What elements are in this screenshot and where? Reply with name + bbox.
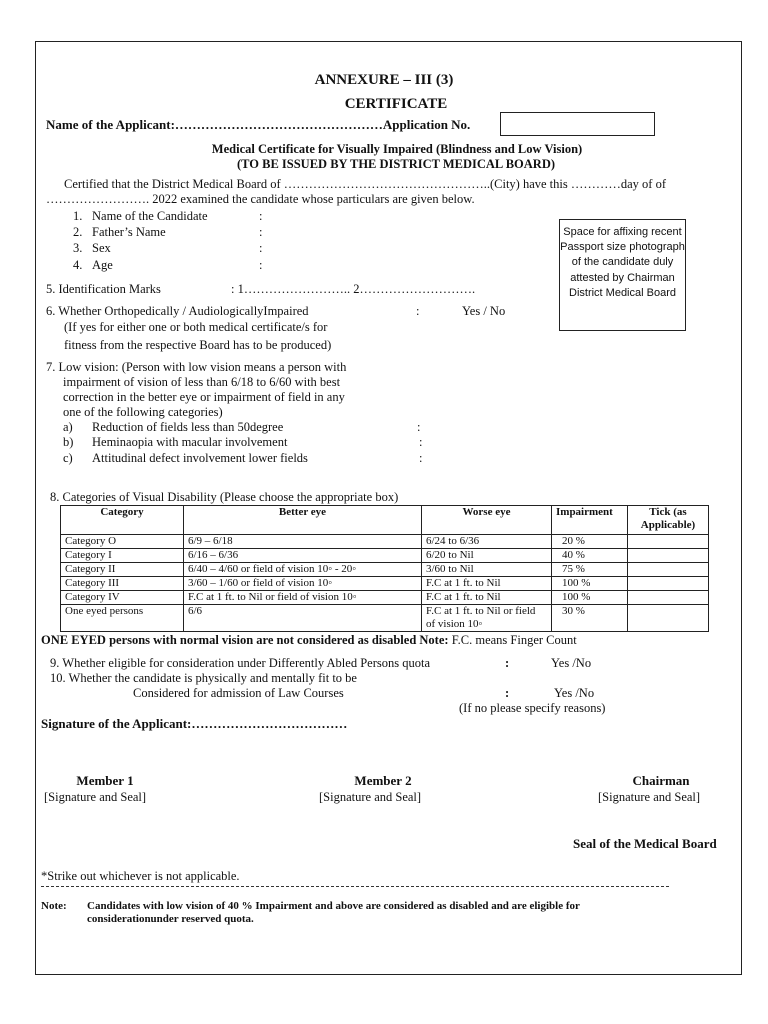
impairment-note-2: fitness from the respective Board has to be produced) <box>64 338 332 352</box>
particular-label: Age <box>92 258 113 272</box>
low-vision-line-2: impairment of vision of less than 6/18 to 6/60 with best <box>63 375 341 389</box>
applicant-name-line: Name of the Applicant:…………………………………………Application No. <box>46 117 471 132</box>
table-row <box>61 563 709 577</box>
table-header-row <box>61 506 709 535</box>
quota-colon: : <box>505 656 510 670</box>
table-row <box>61 577 709 591</box>
col-worse-eye: Worse eye <box>422 506 552 535</box>
impairment-note-1: (If yes for either one or both medical certificate/s for <box>64 320 328 334</box>
impairment-answer: Yes / No <box>462 304 506 318</box>
cell-impairment: 20 % <box>552 535 628 549</box>
low-vision-sub-key: c) <box>63 451 73 465</box>
cell-category: Category I <box>61 549 184 563</box>
quota-answer: Yes /No <box>551 656 592 670</box>
member-2-signature: [Signature and Seal] <box>319 790 422 804</box>
quota-question: 9. Whether eligible for consideration under Differently Abled Persons quota <box>50 656 430 670</box>
identification-marks-label: 5. Identification Marks <box>46 282 161 296</box>
footer-note-line-1: Candidates with low vision of 40 % Impairment and above are considered as disabled and are eligible for <box>87 900 580 912</box>
member-2-title: Member 2 <box>354 773 412 788</box>
low-vision-line-4: one of the following categories) <box>63 405 223 419</box>
cell-better-eye: 6/9 – 6/18 <box>184 535 422 549</box>
low-vision-sub-colon: : <box>419 435 423 449</box>
cell-tick[interactable] <box>628 549 709 563</box>
fitness-answer: Yes /No <box>554 686 595 700</box>
member-1-signature: [Signature and Seal] <box>44 790 147 804</box>
cell-category: One eyed persons <box>61 605 184 632</box>
cell-tick[interactable] <box>628 563 709 577</box>
footer-note-line-2: considerationunder reserved quota. <box>87 913 254 925</box>
identification-marks-value: : 1…………………….. 2………………………. <box>231 282 476 296</box>
annexure-title: ANNEXURE – III (3) <box>314 72 454 88</box>
one-eyed-note <box>41 633 577 648</box>
particular-colon: : <box>259 209 263 223</box>
particular-num: 4. <box>73 258 83 272</box>
form-issuer: (TO BE ISSUED BY THE DISTRICT MEDICAL BOARD) <box>236 157 556 171</box>
one-eyed-note-bold: ONE EYED persons with normal vision are not considered as disabled Note: <box>41 633 449 647</box>
low-vision-sub-text: Reduction of fields less than 50degree <box>92 420 284 434</box>
cell-impairment: 100 % <box>552 591 628 605</box>
fitness-question-1: 10. Whether the candidate is physically and mentally fit to be <box>50 671 357 685</box>
impairment-colon: : <box>416 304 420 318</box>
applicant-signature-line: Signature of the Applicant:……………………………… <box>41 716 348 731</box>
cell-worse-eye: 6/20 to Nil <box>422 549 552 563</box>
low-vision-sub-key: b) <box>63 435 74 449</box>
cell-category: Category O <box>61 535 184 549</box>
cell-worse-eye: F.C at 1 ft. to Nil <box>422 591 552 605</box>
cell-better-eye: F.C at 1 ft. to Nil or field of vision 10◦ <box>184 591 422 605</box>
cell-worse-eye: F.C at 1 ft. to Nil or field of vision 10◦ <box>422 605 552 632</box>
low-vision-sub-text: Heminaopia with macular involvement <box>92 435 288 449</box>
medical-board-seal: Seal of the Medical Board <box>573 836 717 851</box>
one-eyed-note-rest: F.C. means Finger Count <box>448 633 577 647</box>
low-vision-line-1: 7. Low vision: (Person with low vision means a person with <box>46 360 347 374</box>
particular-label: Father’s Name <box>92 225 166 239</box>
cell-category: Category III <box>61 577 184 591</box>
chairman-title: Chairman <box>632 773 690 788</box>
low-vision-sub-text: Attitudinal defect involvement lower fields <box>92 451 308 465</box>
particular-colon: : <box>259 258 263 272</box>
cell-worse-eye: 6/24 to 6/36 <box>422 535 552 549</box>
table-row <box>61 549 709 563</box>
col-tick: Tick (as Applicable) <box>628 506 709 535</box>
cell-tick[interactable] <box>628 605 709 632</box>
low-vision-sub-colon: : <box>417 420 421 434</box>
cell-impairment: 100 % <box>552 577 628 591</box>
particular-num: 2. <box>73 225 83 239</box>
cell-tick[interactable] <box>628 591 709 605</box>
col-category: Category <box>61 506 184 535</box>
cell-better-eye: 6/6 <box>184 605 422 632</box>
table-row <box>61 535 709 549</box>
particular-colon: : <box>259 241 263 255</box>
cell-tick[interactable] <box>628 535 709 549</box>
fitness-colon: : <box>505 686 510 700</box>
cell-better-eye: 6/16 – 6/36 <box>184 549 422 563</box>
chairman-signature: [Signature and Seal] <box>598 790 701 804</box>
particular-colon: : <box>259 225 263 239</box>
impairment-question: 6. Whether Orthopedically / AudiologicallyImpaired <box>46 304 309 318</box>
cell-tick[interactable] <box>628 577 709 591</box>
form-subtitle: Medical Certificate for Visually Impaired (Blindness and Low Vision) <box>211 142 583 156</box>
strike-out-note: *Strike out whichever is not applicable. <box>41 869 240 883</box>
table-row <box>61 591 709 605</box>
photo-box: Space for affixing recent Passport size photograph of the candidate duly attested by Chairman District Medical Board <box>559 219 686 331</box>
certificate-title: CERTIFICATE <box>344 96 448 112</box>
divider <box>41 886 669 887</box>
low-vision-line-3: correction in the better eye or impairment of field in any <box>63 390 345 404</box>
col-impairment: Impairment <box>552 506 628 535</box>
table-row <box>61 605 709 632</box>
particular-num: 1. <box>73 209 83 223</box>
low-vision-sub-colon: : <box>419 451 423 465</box>
cell-category: Category II <box>61 563 184 577</box>
particular-label: Sex <box>92 241 111 255</box>
member-1-title: Member 1 <box>76 773 134 788</box>
col-better-eye: Better eye <box>184 506 422 535</box>
cell-impairment: 40 % <box>552 549 628 563</box>
cell-impairment: 30 % <box>552 605 628 632</box>
cell-impairment: 75 % <box>552 563 628 577</box>
footer-note-label: Note: <box>41 900 67 912</box>
fitness-note: (If no please specify reasons) <box>459 701 606 715</box>
intro-line-1: Certified that the District Medical Board of …………………………………………..(City) have this …………day of of <box>64 177 666 191</box>
cell-category: Category IV <box>61 591 184 605</box>
low-vision-sub-key: a) <box>63 420 73 434</box>
visual-disability-heading: 8. Categories of Visual Disability (Please choose the appropriate box) <box>50 490 399 504</box>
visual-disability-table <box>60 505 709 632</box>
cell-better-eye: 3/60 – 1/60 or field of vision 10◦ <box>184 577 422 591</box>
intro-line-2: ……………………. 2022 examined the candidate whose particulars are given below. <box>46 192 475 206</box>
cell-worse-eye: 3/60 to Nil <box>422 563 552 577</box>
cell-better-eye: 6/40 – 4/60 or field of vision 10◦ - 20◦ <box>184 563 422 577</box>
fitness-question-2: Considered for admission of Law Courses <box>133 686 344 700</box>
application-number-box[interactable] <box>500 112 655 136</box>
particular-num: 3. <box>73 241 83 255</box>
particular-label: Name of the Candidate <box>92 209 208 223</box>
cell-worse-eye: F.C at 1 ft. to Nil <box>422 577 552 591</box>
